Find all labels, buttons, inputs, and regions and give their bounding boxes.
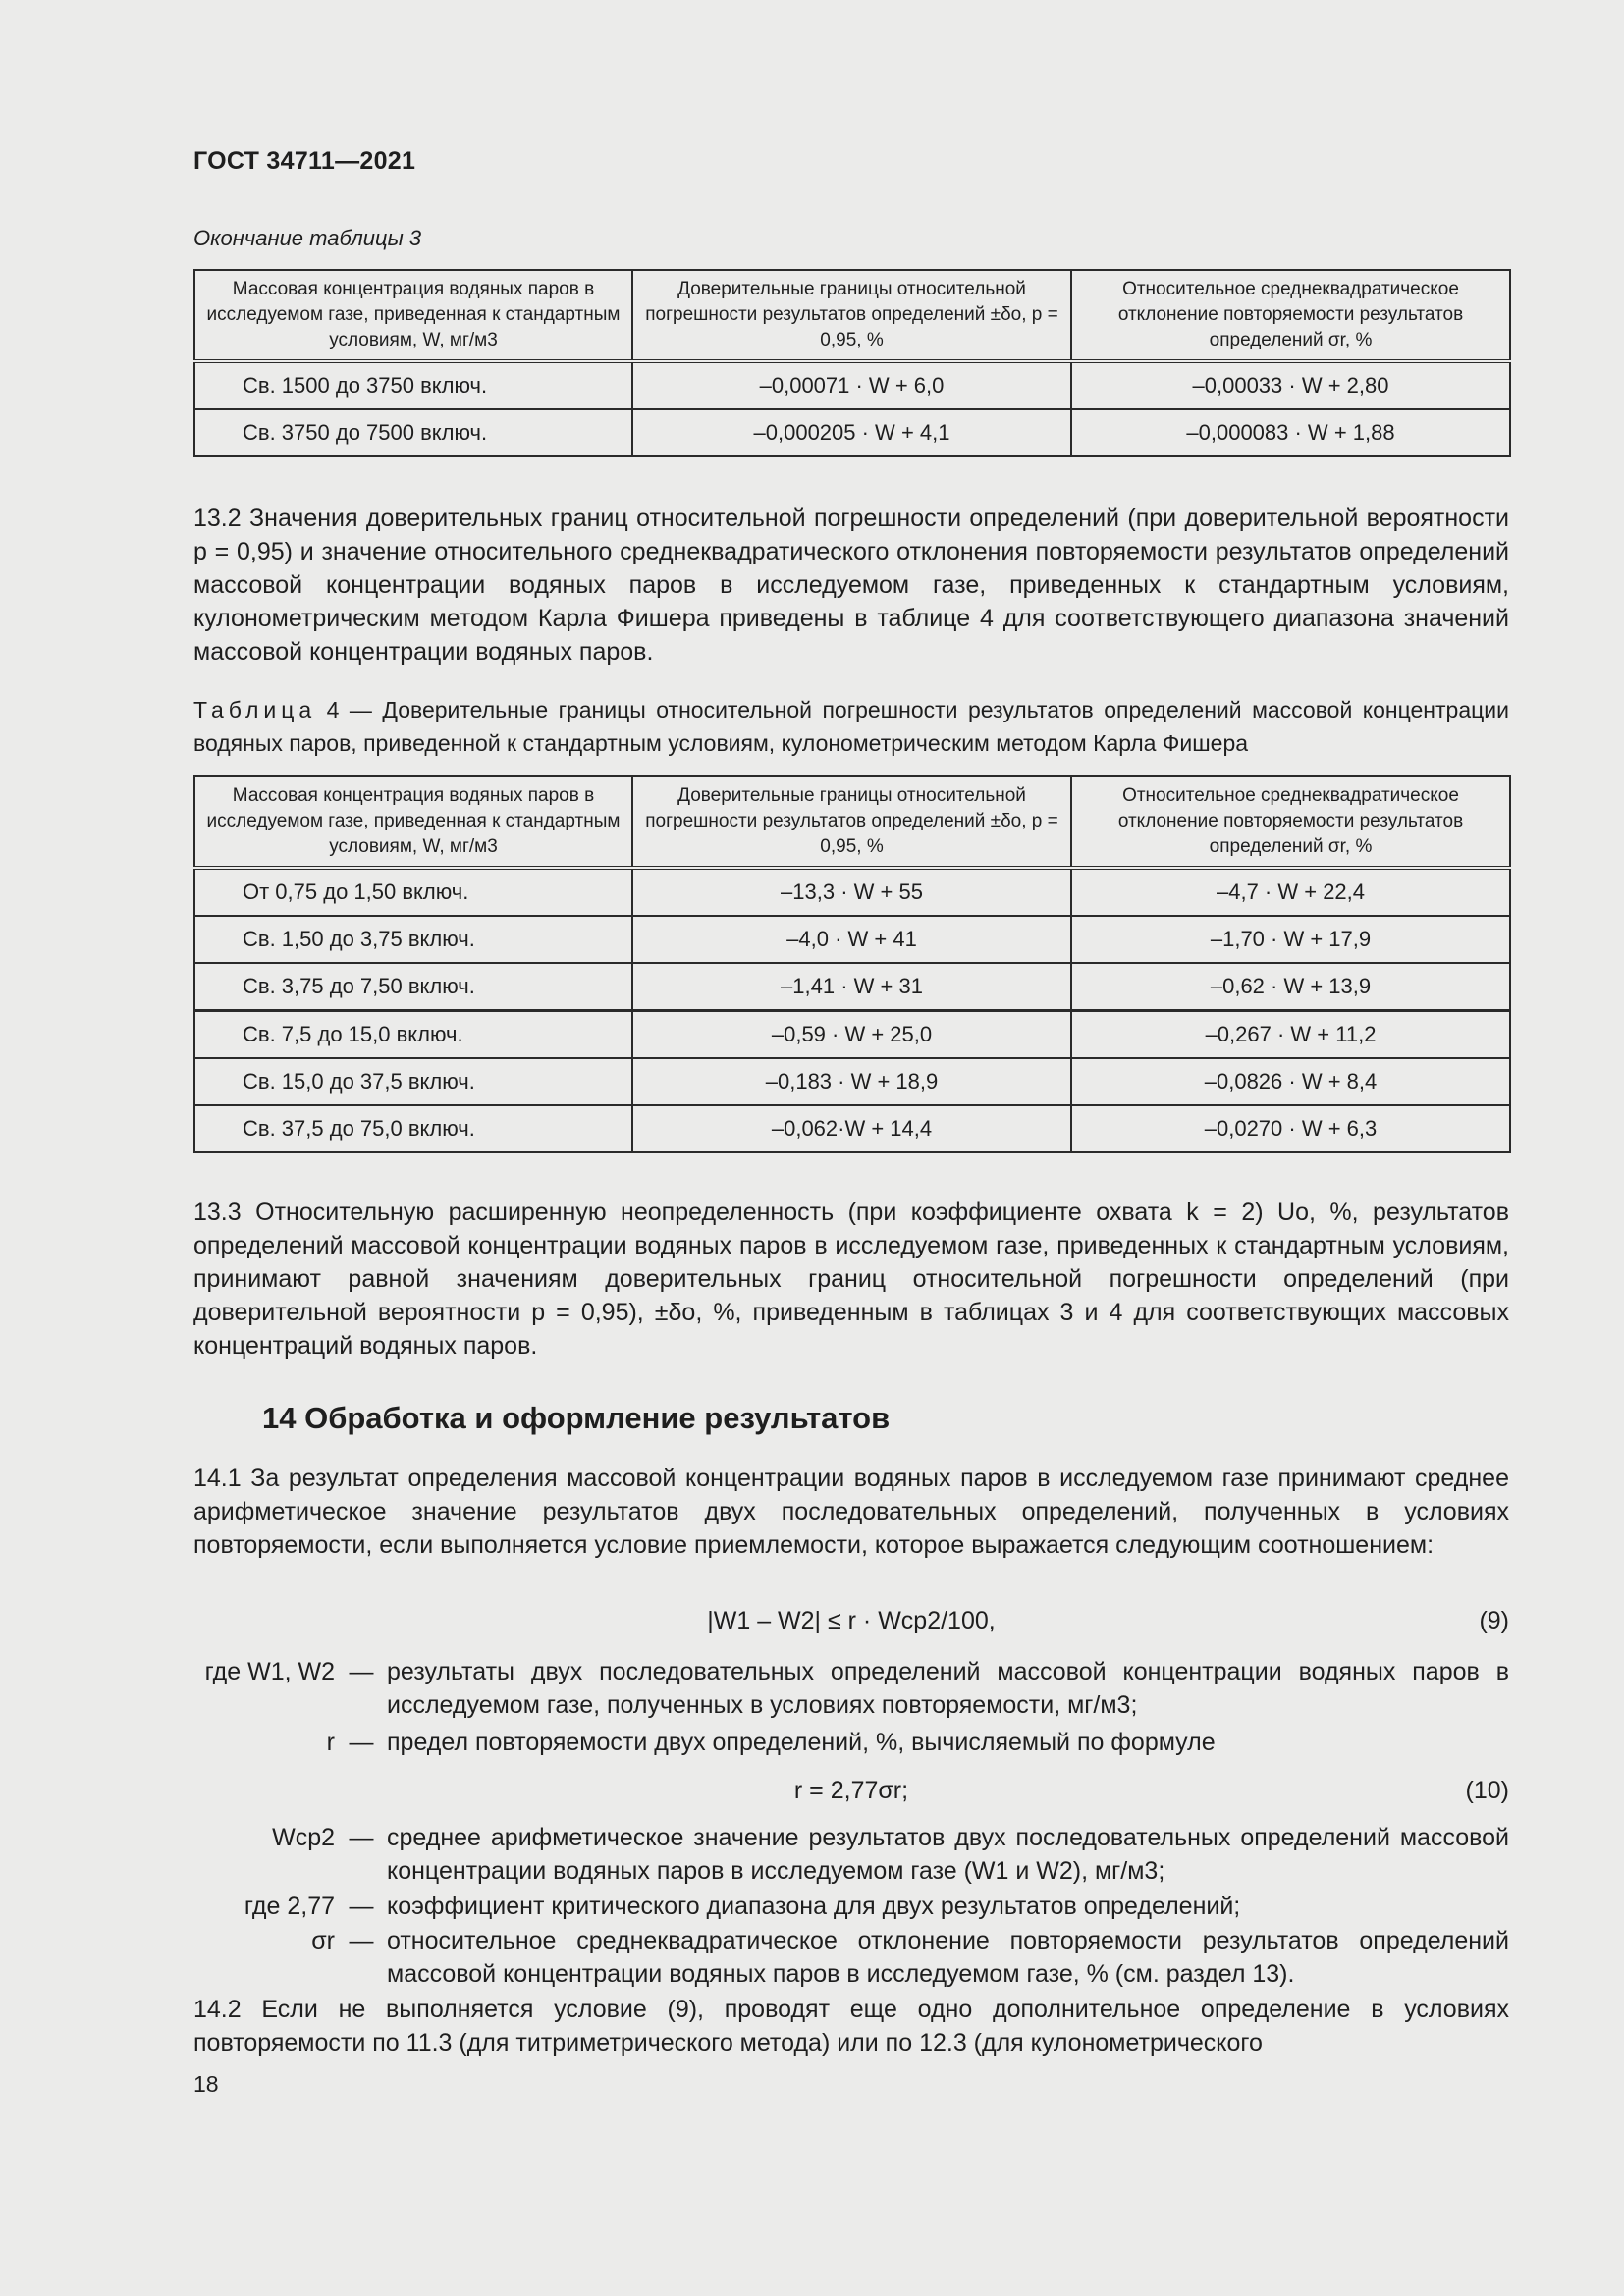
table-cell: От 0,75 до 1,50 включ. [194, 868, 632, 916]
formula-9-expression: |W1 – W2| ≤ r · Wср2/100, [707, 1607, 996, 1634]
table-cell: –13,3 · W + 55 [632, 868, 1071, 916]
definition-term: где 2,77 [244, 1893, 335, 1920]
table-cell: –0,00071 · W + 6,0 [632, 361, 1071, 409]
table-cell: Св. 3,75 до 7,50 включ. [194, 963, 632, 1011]
page-number: 18 [193, 2071, 219, 2097]
table-row [194, 409, 1510, 456]
table-4 [193, 775, 1511, 1153]
table-cell: Св. 1,50 до 3,75 включ. [194, 916, 632, 963]
table4-header-confidence: Доверительные границы относительной погрешности результатов определений ±δо, p = 0,95, % [632, 776, 1071, 868]
definition-text: относительное среднеквадратическое отклонение повторяемости результатов определений массовой концентрации водяных паров в исследуемом газе, % (см. раздел 13). [387, 1927, 1509, 1988]
table-row [194, 1058, 1510, 1105]
table-3 [193, 269, 1511, 457]
table4-caption [193, 693, 1509, 760]
table-row [194, 916, 1510, 963]
table4-label: Таблица [193, 697, 317, 722]
paragraph-14-1: 14.1 За результат определения массовой концентрации водяных паров в исследуемом газе принимают среднее арифметическое значение результатов двух последовательных определений, полученных в условиях повторяемости, если выполняется условие приемлемости, которое выражается следующим соотношением: [193, 1465, 1509, 1559]
formula-10 [193, 1774, 1509, 1807]
formula-10-expression: r = 2,77σr; [793, 1777, 909, 1804]
table-cell: –0,59 · W + 25,0 [632, 1011, 1071, 1059]
definition-text: предел повторяемости двух определений, %, вычисляемый по формуле [387, 1729, 1216, 1756]
document-page [193, 0, 1509, 2296]
table-cell: –0,062·W + 14,4 [632, 1105, 1071, 1152]
table-row [194, 1105, 1510, 1152]
paragraph-14-2: 14.2 Если не выполняется условие (9), проводят еще одно дополнительное определение в условиях повторяемости по 11.3 (для титриметрического метода) или по 12.3 (для кулонометрического [193, 1996, 1509, 2056]
table4-header-concentration: Массовая концентрация водяных паров в исследуемом газе, приведенная к стандартным условиям, W, мг/м3 [194, 776, 632, 868]
table4-header-deviation: Относительное среднеквадратическое отклонение повторяемости результатов определений σr, % [1071, 776, 1510, 868]
definition-dash: — [349, 1927, 374, 1954]
paragraph-13-2: 13.2 Значения доверительных границ относительной погрешности определений (при доверительной вероятности p = 0,95) и значение относительного среднеквадратического отклонения повторяемости результатов определений массовой концентрации водяных паров в исследуемом газе, приведенных к стандартным условиям, кулонометрическим методом Карла Фишера приведены в таблице 4 для соответствующего диапазона значений массовой концентрации водяных паров. [193, 505, 1509, 666]
formula-9 [193, 1604, 1509, 1637]
formula-10-number: (10) [1465, 1777, 1509, 1804]
definition-dash: — [349, 1824, 374, 1851]
definition-dash: — [349, 1729, 374, 1756]
definition-text: среднее арифметическое значение результатов двух последовательных определений массовой концентрации водяных паров в исследуемом газе (W1 и W2), мг/м3; [387, 1824, 1509, 1885]
definition-text: результаты двух последовательных определений массовой концентрации водяных паров в исследуемом газе, полученных в условиях повторяемости, мг/м3; [387, 1658, 1509, 1719]
definition-term: σr [311, 1927, 335, 1954]
table-row [194, 868, 1510, 916]
definition-text: коэффициент критического диапазона для двух результатов определений; [387, 1893, 1241, 1920]
section-14-heading: 14 Обработка и оформление результатов [262, 1401, 891, 1435]
definition-dash: — [349, 1893, 374, 1920]
table-cell: –0,62 · W + 13,9 [1071, 963, 1510, 1011]
table-cell: –1,70 · W + 17,9 [1071, 916, 1510, 963]
table-cell: –0,0826 · W + 8,4 [1071, 1058, 1510, 1105]
table-cell: –0,000083 · W + 1,88 [1071, 409, 1510, 456]
table-cell: Св. 15,0 до 37,5 включ. [194, 1058, 632, 1105]
table4-header-row [194, 776, 1510, 868]
definition-term: Wср2 [272, 1824, 335, 1851]
table-cell: –0,267 · W + 11,2 [1071, 1011, 1510, 1059]
definition-dash: — [349, 1658, 374, 1685]
table-cell: Св. 7,5 до 15,0 включ. [194, 1011, 632, 1059]
table-cell: Св. 37,5 до 75,0 включ. [194, 1105, 632, 1152]
paragraph-13-3: 13.3 Относительную расширенную неопределенность (при коэффициенте охвата k = 2) Uо, %, результатов определений массовой концентрации водяных паров в исследуемом газе, приведенных к стандартным условиям, принимают равной значениям доверительных границ относительной погрешности определений (при доверительной вероятности p = 0,95), ±δо, %, приведенным в таблицах 3 и 4 для соответствующих массовых концентраций водяных паров. [193, 1199, 1509, 1360]
table3-header-row [194, 270, 1510, 361]
definition-term: где W1, W2 [204, 1658, 335, 1685]
table-row [194, 1011, 1510, 1059]
formula-9-number: (9) [1479, 1607, 1509, 1634]
table3-header-confidence: Доверительные границы относительной погрешности результатов определений ±δо, p = 0,95, % [632, 270, 1071, 361]
table-cell: –0,00033 · W + 2,80 [1071, 361, 1510, 409]
table4-caption-text: 4 — Доверительные границы относительной погрешности результатов определений массовой концентрации водяных паров, приведенной к стандартным условиям, кулонометрическим методом Карла Фишера [193, 697, 1509, 756]
table3-caption: Окончание таблицы 3 [193, 226, 422, 250]
table-cell: –0,0270 · W + 6,3 [1071, 1105, 1510, 1152]
table3-header-deviation: Относительное среднеквадратическое отклонение повторяемости результатов определений σr, % [1071, 270, 1510, 361]
table-cell: –0,000205 · W + 4,1 [632, 409, 1071, 456]
table-row [194, 361, 1510, 409]
definition-term: r [326, 1729, 335, 1756]
table-cell: –4,7 · W + 22,4 [1071, 868, 1510, 916]
table3-header-concentration: Массовая концентрация водяных паров в исследуемом газе, приведенная к стандартным условиям, W, мг/м3 [194, 270, 632, 361]
table-cell: –4,0 · W + 41 [632, 916, 1071, 963]
table-cell: –1,41 · W + 31 [632, 963, 1071, 1011]
document-title: ГОСТ 34711—2021 [193, 147, 416, 175]
table-cell: Св. 1500 до 3750 включ. [194, 361, 632, 409]
table-cell: –0,183 · W + 18,9 [632, 1058, 1071, 1105]
table-cell: Св. 3750 до 7500 включ. [194, 409, 632, 456]
table-row [194, 963, 1510, 1011]
